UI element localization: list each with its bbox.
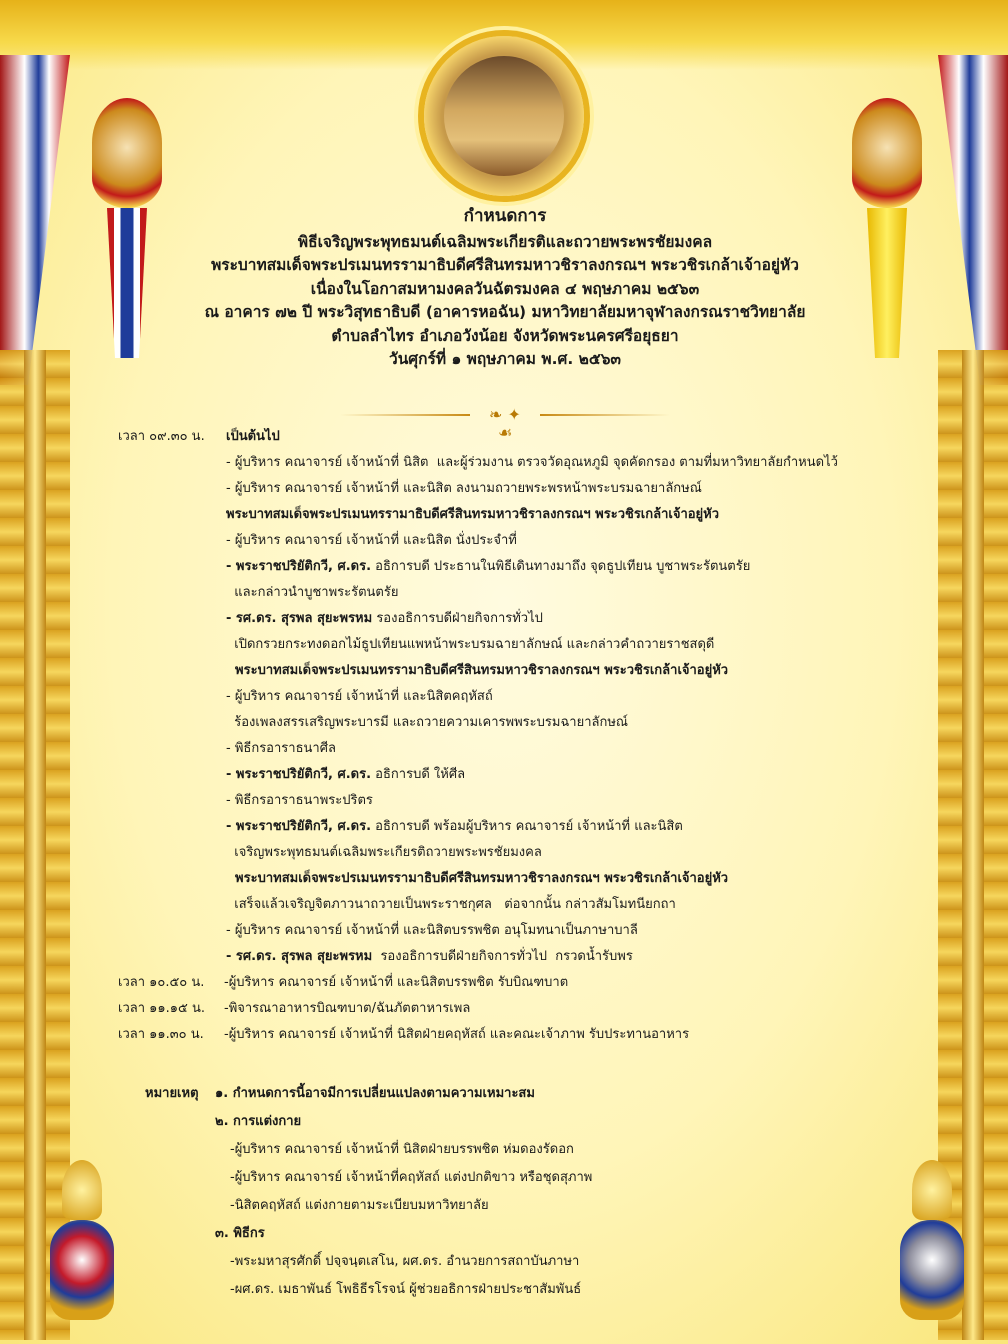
- note-3: ๓. พิธีกร: [215, 1226, 265, 1241]
- schedule-item: [118, 632, 908, 658]
- schedule-timed-row: [118, 970, 908, 996]
- note-2: ๒. การแต่งกาย: [215, 1114, 302, 1129]
- header-line-3: เนื่องในโอกาสมหามงคลวันฉัตรมงคล ๔ พฤษภาคม ๒๕๖๓: [310, 279, 700, 298]
- schedule-item-text: รองอธิการบดีฝ่ายกิจการทั่วไป: [372, 611, 543, 626]
- schedule-timed-text: -ผู้บริหาร คณาจารย์ เจ้าหน้าที่ และนิสิตบรรพชิต รับบิณฑบาต: [224, 975, 569, 990]
- notes-section: [145, 1080, 845, 1304]
- schedule-item-text: รองอธิการบดีฝ่ายกิจการทั่วไป กรวดน้ำรับพร: [372, 949, 633, 964]
- schedule-item: [118, 866, 908, 892]
- schedule-item-bold: พระบาทสมเด็จพระปรเมนทรรามาธิบดีศรีสินทรมหาวชิราลงกรณฯ พระวชิรเกล้าเจ้าอยู่หัว: [226, 871, 729, 886]
- schedule-item-bold: - พระราชปริยัติกวี, ศ.ดร.: [226, 767, 372, 782]
- schedule-item-bold: พระบาทสมเด็จพระปรเมนทรรามาธิบดีศรีสินทรมหาวชิราลงกรณฯ พระวชิรเกล้าเจ้าอยู่หัว: [226, 663, 729, 678]
- left-curtain: [0, 55, 70, 385]
- header-line-5: ตำบลลำไทร อำเภอวังน้อย จังหวัดพระนครศรีอยุธยา: [331, 326, 679, 345]
- time-label: เวลา ๑๑.๓๐ น.: [118, 1027, 204, 1042]
- time-label: เวลา ๑๐.๕๐ น.: [118, 975, 205, 990]
- schedule-time-row: [118, 424, 908, 450]
- schedule-item: [118, 918, 908, 944]
- right-ornamental-urn: [900, 1160, 964, 1330]
- schedule-item: [118, 710, 908, 736]
- schedule-item-text: - ผู้บริหาร คณาจารย์ เจ้าหน้าที่ และนิสิตบรรพชิต อนุโมทนาเป็นภาษาบาลี: [226, 923, 638, 938]
- ornamental-divider: ❧ ✦ ☙: [340, 406, 670, 424]
- schedule-item-text: - พิธีกรอาราธนาศีล: [226, 741, 336, 756]
- note-3-item: -พระมหาสุรศักดิ์ ปจฺจนฺตเสโน, ผศ.ดร. อำนวยการสถาบันภาษา: [230, 1254, 580, 1269]
- note-3-item: -ผศ.ดร. เมธาพันธ์ โพธิธีรโรจน์ ผู้ช่วยอธิการฝ่ายประชาสัมพันธ์: [230, 1282, 582, 1297]
- note-2-item: -ผู้บริหาร คณาจารย์ เจ้าหน้าที่ นิสิตฝ่ายบรรพชิต ห่มดองรัดอก: [230, 1142, 574, 1157]
- schedule-timed-text: -ผู้บริหาร คณาจารย์ เจ้าหน้าที่ นิสิตฝ่ายคฤหัสถ์ และคณะเจ้าภาพ รับประทานอาหาร: [224, 1027, 690, 1042]
- schedule-item: [118, 814, 908, 840]
- schedule-item: [118, 762, 908, 788]
- time-note: เป็นต้นไป: [226, 429, 280, 444]
- royal-portrait-medallion: [424, 36, 584, 196]
- right-banner-portrait: [852, 98, 922, 208]
- schedule-timed-row: [118, 996, 908, 1022]
- right-curtain: [938, 55, 1008, 385]
- time-label: เวลา ๐๙.๓๐ น.: [118, 429, 205, 444]
- note-1: ๑. กำหนดการนี้อาจมีการเปลี่ยนแปลงตามความเหมาะสม: [215, 1086, 535, 1101]
- schedule-item: [118, 788, 908, 814]
- schedule-item-text: อธิการบดี ประธานในพิธีเดินทางมาถึง จุดธูปเทียน บูชาพระรัตนตรัย: [371, 559, 751, 574]
- schedule-item: [118, 840, 908, 866]
- schedule-item-text: - ผู้บริหาร คณาจารย์ เจ้าหน้าที่ นิสิต และผู้ร่วมงาน ตรวจวัดอุณหภูมิ จุดคัดกรอง ตามที่มหาวิทยาลัยกำหนดไว้: [226, 455, 838, 470]
- schedule-item-text: - ผู้บริหาร คณาจารย์ เจ้าหน้าที่ และนิสิต ลงนามถวายพระพรหน้าพระบรมฉายาลักษณ์: [226, 481, 702, 496]
- schedule-item: [118, 528, 908, 554]
- note-2-item: -นิสิตคฤหัสถ์ แต่งกายตามระเบียบมหาวิทยาลัย: [230, 1198, 489, 1213]
- schedule-item: [118, 476, 908, 502]
- invitation-header: [120, 205, 890, 372]
- time-label: เวลา ๑๑.๑๕ น.: [118, 1001, 206, 1016]
- schedule-item: [118, 580, 908, 606]
- schedule-item-text: ร้องเพลงสรรเสริญพระบารมี และถวายความเคารพพระบรมฉายาลักษณ์: [226, 715, 628, 730]
- schedule-item-text: - ผู้บริหาร คณาจารย์ เจ้าหน้าที่ และนิสิตคฤหัสถ์: [226, 689, 493, 704]
- schedule-item-text: เปิดกรวยกระทงดอกไม้ธูปเทียนแพหน้าพระบรมฉายาลักษณ์ และกล่าวคำถวายราชสดุดี: [226, 637, 715, 652]
- schedule-item: [118, 554, 908, 580]
- header-line-6: วันศุกร์ที่ ๑ พฤษภาคม พ.ศ. ๒๕๖๓: [388, 350, 622, 368]
- schedule-item: [118, 658, 908, 684]
- schedule-item-bold: - พระราชปริยัติกวี, ศ.ดร.: [226, 559, 372, 574]
- schedule-item: [118, 944, 908, 970]
- schedule-item-text: อธิการบดี พร้อมผู้บริหาร คณาจารย์ เจ้าหน้าที่ และนิสิต: [371, 819, 683, 834]
- schedule-item-text: และกล่าวนำบูชาพระรัตนตรัย: [226, 585, 399, 600]
- header-line-1: พิธีเจริญพระพุทธมนต์เฉลิมพระเกียรติและถวายพระพรชัยมงคล: [297, 232, 713, 251]
- note-2-item: -ผู้บริหาร คณาจารย์ เจ้าหน้าที่คฤหัสถ์ แต่งปกติขาว หรือชุดสุภาพ: [230, 1170, 593, 1185]
- schedule-item-bold: - รศ.ดร. สุรพล สุยะพรหม: [226, 611, 373, 626]
- schedule-item: [118, 684, 908, 710]
- page-title: กำหนดการ: [463, 206, 547, 226]
- royal-portrait-image: [444, 56, 564, 176]
- schedule-item: [118, 736, 908, 762]
- schedule-item: [118, 606, 908, 632]
- notes-label: หมายเหตุ: [145, 1086, 199, 1101]
- schedule-item: [118, 892, 908, 918]
- schedule-item: [118, 502, 908, 528]
- schedule-item-bold: พระบาทสมเด็จพระปรเมนทรรามาธิบดีศรีสินทรมหาวชิราลงกรณฯ พระวชิรเกล้าเจ้าอยู่หัว: [226, 507, 720, 522]
- schedule-item-text: - พิธีกรอาราธนาพระปริตร: [226, 793, 373, 808]
- schedule-item-bold: - รศ.ดร. สุรพล สุยะพรหม: [226, 949, 373, 964]
- schedule: [118, 424, 908, 1048]
- schedule-item-bold: - พระราชปริยัติกวี, ศ.ดร.: [226, 819, 372, 834]
- schedule-item-text: อธิการบดี ให้ศีล: [371, 767, 466, 782]
- schedule-item-text: เจริญพระพุทธมนต์เฉลิมพระเกียรติถวายพระพรชัยมงคล: [226, 845, 542, 860]
- schedule-timed-text: -พิจารณาอาหารบิณฑบาต/ฉันภัตตาหารเพล: [224, 1001, 471, 1016]
- left-ornamental-urn: [50, 1160, 114, 1330]
- header-line-4: ณ อาคาร ๗๒ ปี พระวิสุทธาธิบดี (อาคารหอฉัน) มหาวิทยาลัยมหาจุฬาลงกรณราชวิทยาลัย: [204, 303, 806, 321]
- schedule-item-text: - ผู้บริหาร คณาจารย์ เจ้าหน้าที่ และนิสิต นั่งประจำที่: [226, 533, 517, 548]
- header-line-2: พระบาทสมเด็จพระปรเมนทรรามาธิบดีศรีสินทรมหาวชิราลงกรณฯ พระวชิรเกล้าเจ้าอยู่หัว: [211, 256, 799, 274]
- left-banner-portrait: [92, 98, 162, 208]
- schedule-timed-row: [118, 1022, 908, 1048]
- schedule-item-text: เสร็จแล้วเจริญจิตภาวนาถวายเป็นพระราชกุศล ต่อจากนั้น กล่าวสัมโมทนียกถา: [226, 897, 676, 912]
- schedule-item: [118, 450, 908, 476]
